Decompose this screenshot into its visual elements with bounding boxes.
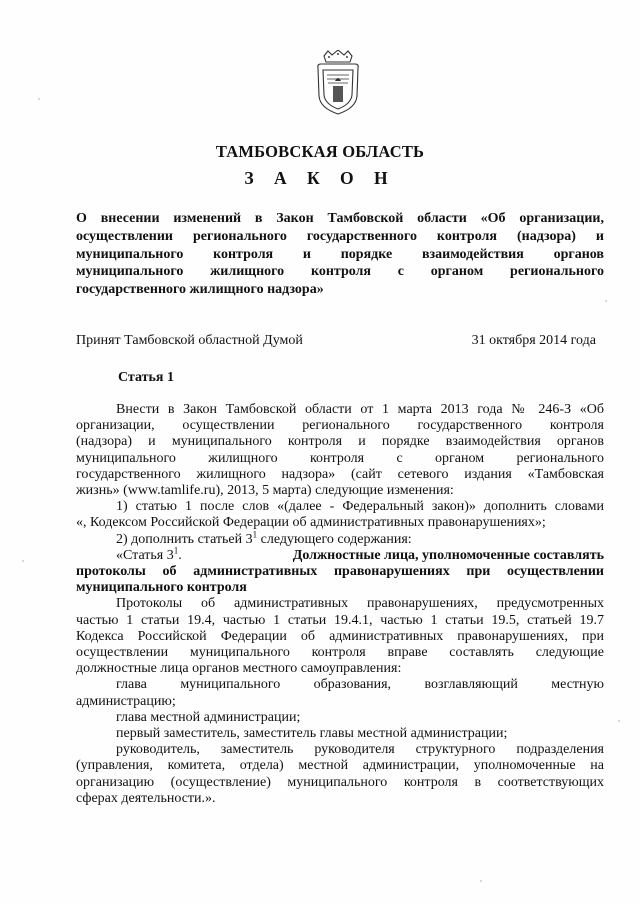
official-item: руководитель, заместитель руководителя структурного подразделения	[116, 742, 604, 758]
scan-speck	[38, 98, 40, 100]
new-article-text: Кодекса Российской Федерации об административных правонарушениях, при	[76, 628, 604, 644]
new-article-title: муниципального контроля	[76, 580, 247, 596]
document-type: З А К О Н	[244, 168, 396, 188]
amendment-item-1: 1) статью 1 после слов «(далее - Федеральный закон)» дополнить словами	[116, 499, 604, 515]
body-line: жизнь» (www.tamlife.ru), 2013, 5 марта) следующие изменения:	[76, 483, 454, 499]
official-item: глава муниципального образования, возглавляющий местную	[116, 677, 604, 693]
body-line: государственного жилищного надзора» (сайт сетевого издания «Тамбовская	[76, 466, 604, 482]
body-line: организации, осуществлении регионального государственного контроля	[76, 418, 604, 434]
law-title-line: осуществлении регионального государственного контроля (надзора) и	[76, 228, 604, 244]
new-article-heading	[76, 545, 604, 564]
region-name: ТАМБОВСКАЯ ОБЛАСТЬ	[215, 142, 425, 161]
body-line: Внести в Закон Тамбовской области от 1 марта 2013 года № 246-З «Об	[116, 402, 604, 417]
new-article-title: Должностные лица, уполномоченные составлять	[292, 547, 604, 563]
law-title-line: муниципального жилищного контроля с органом регионального	[76, 264, 604, 280]
scan-speck	[618, 720, 620, 722]
scan-speck	[480, 880, 482, 882]
item-2-text: 2) дополнить статьей 3	[116, 531, 253, 547]
article-1-body	[76, 402, 604, 807]
law-title-line: О внесении изменений в Закон Тамбовской области «Об организации,	[76, 211, 604, 226]
law-title	[76, 210, 604, 299]
law-title-line: муниципального контроля и порядке взаимодействия органов	[76, 246, 604, 262]
item-2-superscript: 1	[252, 528, 258, 539]
official-item: организацию (осуществление) муниципального контроля в соответствующих	[76, 774, 604, 790]
scan-speck	[605, 300, 607, 302]
new-article-text: должностные лица органов местного самоуправления:	[76, 661, 402, 677]
official-item: глава местной администрации;	[116, 709, 301, 725]
body-line: муниципального жилищного контроля с органом регионального	[76, 450, 604, 466]
body-line: (надзора) и муниципального контроля и порядке взаимодействия органов	[76, 434, 604, 450]
official-item: администрацию;	[76, 693, 176, 709]
law-title-line: государственного жилищного надзора»	[76, 282, 324, 298]
official-item: (управления, комитета, отдела) местной администрации, уполномоченные на	[76, 758, 604, 774]
new-article-title: протоколы об административных правонарушениях при осуществлении	[76, 564, 604, 580]
new-article-text: Протоколы об административных правонарушениях, предусмотренных	[116, 596, 604, 612]
new-article-number: «Статья $3^1$.	[116, 545, 182, 563]
amendment-item-2	[76, 528, 604, 548]
amendment-item-1: «, Кодексом Российской Федерации об административных правонарушениях»;	[76, 515, 546, 531]
official-item: сферах деятельности.».	[76, 790, 216, 806]
tambov-coat-of-arms-icon	[314, 50, 362, 116]
article-1-heading: Статья 1	[118, 370, 174, 385]
adopted-by: Принят Тамбовской областной Думой	[76, 333, 303, 348]
item-2-text-end: следующего содержания:	[257, 531, 412, 547]
adoption-date: 31 октября 2014 года	[471, 333, 596, 348]
new-article-text: частью 1 статьи 19.4, частью 1 статьи 19.4.1, частью 1 статьи 19.5, статьей 19.7	[76, 612, 604, 628]
scan-speck	[22, 560, 24, 562]
adoption-line	[76, 333, 596, 349]
new-article-text: осуществлении муниципального контроля вправе составлять следующие	[76, 645, 604, 661]
official-item: первый заместитель, заместитель главы местной администрации;	[116, 726, 508, 742]
